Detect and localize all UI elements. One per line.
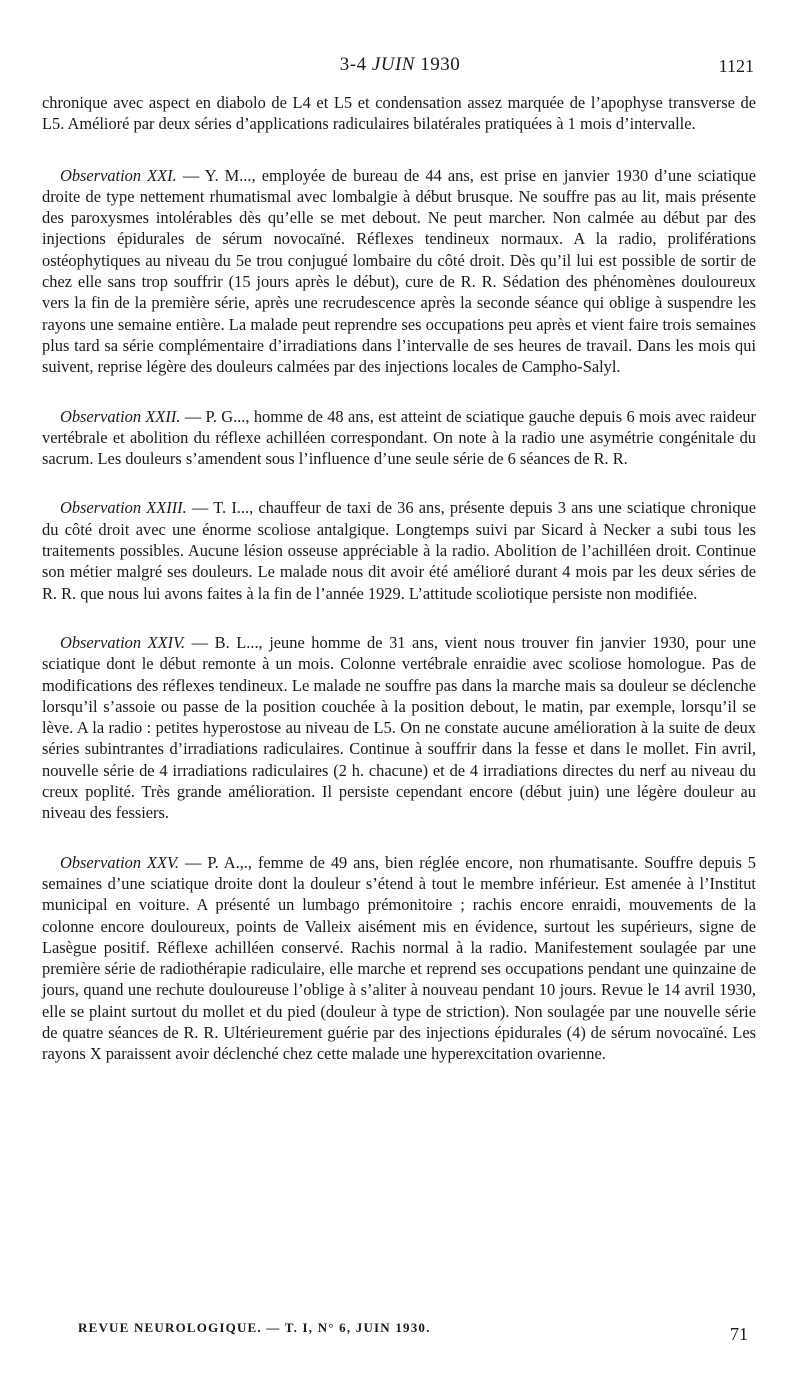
observation-label: Observation XXI. — [60, 165, 177, 185]
observation-label: Observation XXV. — [60, 852, 180, 872]
observation-text: — P. A.,., femme de 49 ans, bien réglée encore, non rhumatisante. Souffre depuis 5 semaines d’une sciatique droite dont la douleur s’étend à tout le membre inférieur. Est amenée à l’Institut municipal en voiture. A présenté un lumbago prémonitoire ; rachis encore enraidi, mouvements de la colonne encore douloureux, points de Valleix aisément mis en évidence, surtout les supérieurs, signe de Lasègue positif. Réflexe achilléen conservé. Rachis normal à la radio. Manifestement soulagée par une première série de radiothérapie radiculaire, elle marche et reprend ses occupations pendant une quinzaine de jours, quand une rechute douloureuse l’oblige à s’aliter à nouveau pendant 10 jours. Revue le 14 avril 1930, elle se plaint surtout du mollet et du pied (douleur à type de striction). Non soulagée par une nouvelle série de quatre séances de R. R. Ultérieurement guérie par des injections épidurales (4) de sérum novocaïné. Les rayons X paraissent avoir déclenché chez cette malade une hyperexcitation ovarienne. — [42, 852, 756, 1064]
header-date-month: JUIN — [371, 54, 415, 75]
observation-xxiv — [42, 632, 756, 824]
footer-journal-citation: REVUE NEUROLOGIQUE. — T. I, N° 6, JUIN 1930. — [78, 1320, 431, 1335]
observation-text: — T. I..., chauffeur de taxi de 36 ans, présente depuis 3 ans une sciatique chronique du côté droit avec une énorme scoliose antalgique. Longtemps suivi par Sicard à Necker a subi tous les traitements possibles. Aucune lésion osseuse appréciable à la radio. Abolition de l’achilléen droit. Continue son métier malgré ses douleurs. Le malade nous dit avoir été amélioré durant 4 mois par les deux séries de R. R. que nous lui avons faites à la fin de l’année 1929. L’attitude scoliotique persiste non modifiée. — [42, 498, 756, 603]
page-footer — [78, 1316, 748, 1346]
observation-label: Observation XXIII. — [60, 498, 187, 518]
header-date-year: 1930 — [420, 54, 461, 75]
observation-text: — B. L..., jeune homme de 31 ans, vient nous trouver fin janvier 1930, pour une sciatique dont le début remonte à un mois. Colonne vertébrale enraidie avec scoliose homologue. Pas de modifications des réflexes tendineux. Le malade ne souffre pas dans la marche mais sa douleur se déclenche lorsqu’il s’assoie ou passe de la position couchée à la position debout, le matin, par exemple, lorsqu’il se lève. A la radio : petites hyperostose au niveau de L5. On ne constate aucune amélioration à la suite de deux séries subintrantes d’irradiations radiculaires. Continue à souffrir dans la fesse et dans le mollet. Fin avril, nouvelle série de 4 irradiations radiculaires (2 h. chacune) et de 4 irradiations directes du nerf au niveau du creux poplité. Très grande amélioration. Il persiste cependant encore (début juin) une légère douleur au niveau des fessiers. — [42, 632, 756, 823]
intro-paragraph: chronique avec aspect en diabolo de L4 et L5 et condensation assez marquée de l’apophyse transverse de L5. Amélioré par deux séries d’applications radiculaires bilatérales pratiquées à 1 mois d’intervalle. — [42, 93, 756, 134]
observation-text: — P. G..., homme de 48 ans, est atteint de sciatique gauche depuis 6 mois avec raideur vertébrale et abolition du réflexe achilléen correspondant. On note à la radio une asymétrie congénitale du sacrum. Les douleurs s’amendent sous l’influence d’une seule série de 6 séances de R. R. — [42, 406, 757, 469]
article-body — [42, 92, 756, 1065]
observation-label: Observation XXII. — [60, 406, 181, 426]
observation-xxiii — [42, 497, 756, 603]
page-number: 1121 — [718, 56, 754, 76]
header-date — [0, 54, 800, 76]
observation-text: — Y. M..., employée de bureau de 44 ans, est prise en janvier 1930 d’une sciatique droite de type nettement rhumatismal avec lombalgie à début brusque. Ne souffre pas au lit, mais présente des paroxysmes intolérables dès qu’elle se met debout. Ne peut marcher. Non calmée au début par des injections épidurales de sérum novocaïné. Réflexes tendineux normaux. A la radio, proliférations ostéophytiques au niveau du 5e trou conjugué lombaire du côté droit. Dès qu’il lui est possible de sortir de chez elle sans trop souffrir (15 jours après le début), cure de R. R. Sédation des phénomènes douloureux vers la fin de la première série, après une recrudescence après la seconde séance qui oblige à suspendre les rayons une semaine entière. La malade peut reprendre ses occupations peu après et vient faire trois semaines plus tard sa série complémentaire d’irradiations dans l’intervalle de ses heures de travail. Dans les mois qui suivent, reprise légère des douleurs calmées par des injections locales de Campho-Salyl. — [42, 165, 756, 377]
observation-label: Observation XXIV. — [60, 632, 186, 652]
observation-xxi — [42, 165, 756, 378]
running-header — [0, 54, 800, 84]
observation-xxii — [42, 406, 756, 470]
header-date-prefix: 3-4 — [339, 54, 367, 75]
observation-xxv — [42, 852, 756, 1065]
footer-signature-number: 71 — [730, 1324, 748, 1344]
